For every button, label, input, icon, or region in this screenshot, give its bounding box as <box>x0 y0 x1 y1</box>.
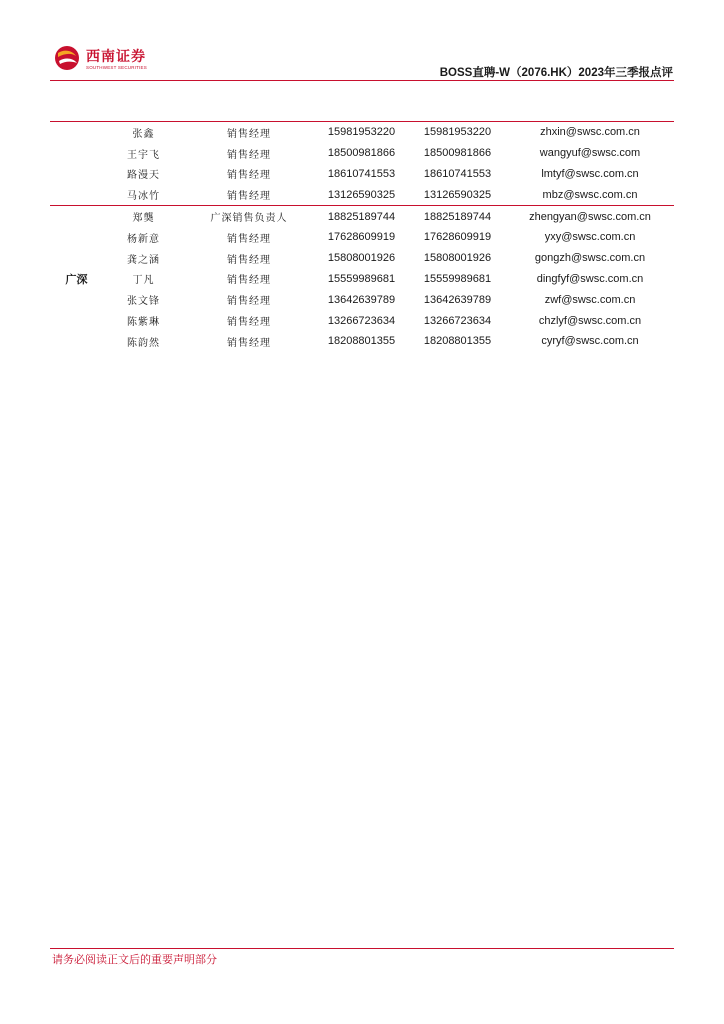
contact-mobile: 17628609919 <box>423 231 492 244</box>
contact-phone: 15808001926 <box>327 252 396 265</box>
contact-title: 销售经理 <box>227 317 271 329</box>
contact-mobile: 18825189744 <box>409 206 506 227</box>
contact-email[interactable]: zhengyan@swsc.com.cn <box>506 206 674 227</box>
contact-title: 销售经理 <box>227 233 271 245</box>
contact-phone: 15559989681 <box>327 272 396 285</box>
contact-email[interactable]: gongzh@swsc.com.cn <box>534 252 646 265</box>
table-row <box>50 289 674 310</box>
contact-mobile: 18208801355 <box>423 335 492 348</box>
table-row <box>50 331 674 352</box>
contact-title: 销售经理 <box>227 296 271 308</box>
contact-name: 马冰竹 <box>127 191 160 203</box>
contact-email[interactable]: lmtyf@swsc.com.cn <box>541 167 639 180</box>
contact-name: 杨新意 <box>127 233 160 245</box>
contact-mobile: 18610741553 <box>423 167 492 180</box>
contact-phone: 17628609919 <box>327 231 396 244</box>
contact-phone: 18610741553 <box>327 167 396 180</box>
contact-mobile: 15559989681 <box>423 272 492 285</box>
company-logo <box>54 44 154 76</box>
table-row <box>50 184 674 205</box>
contact-title: 销售经理 <box>227 337 271 349</box>
contact-name: 张文锋 <box>127 296 160 308</box>
logo-chinese-name: 西南证券 <box>86 49 146 65</box>
contact-phone: 13642639789 <box>327 293 396 306</box>
logo-emblem-icon <box>54 44 82 72</box>
contact-email[interactable]: zhxin@swsc.com.cn <box>506 122 674 143</box>
table-row <box>50 164 674 185</box>
table-row <box>50 122 674 143</box>
footer-divider <box>50 948 674 949</box>
contact-email[interactable]: cyryf@swsc.com.cn <box>541 335 639 348</box>
contact-email[interactable]: chzlyf@swsc.com.cn <box>538 314 642 327</box>
header-divider <box>50 80 674 81</box>
contact-title: 销售经理 <box>227 275 271 287</box>
table-row <box>50 206 674 227</box>
contact-mobile: 15981953220 <box>409 122 506 143</box>
contact-name: 路漫天 <box>127 170 160 182</box>
contact-title: 销售经理 <box>227 170 271 182</box>
table-row <box>50 143 674 164</box>
contact-phone: 18500981866 <box>327 147 396 160</box>
contact-title: 销售经理 <box>184 122 314 143</box>
contact-mobile: 13642639789 <box>423 293 492 306</box>
logo-english-name: SOUTHWEST SECURITIES <box>86 65 147 70</box>
contact-name: 张鑫 <box>103 122 184 143</box>
contact-title: 销售经理 <box>227 149 271 161</box>
contact-name: 郑龑 <box>103 206 184 227</box>
contact-title: 广深销售负责人 <box>184 206 314 227</box>
contact-email[interactable]: zwf@swsc.com.cn <box>544 293 636 306</box>
contact-email[interactable]: dingfyf@swsc.com.cn <box>536 272 644 285</box>
table-row <box>50 269 674 290</box>
contact-phone: 18825189744 <box>314 206 409 227</box>
contact-title: 销售经理 <box>227 254 271 266</box>
contact-mobile: 13266723634 <box>423 314 492 327</box>
contact-name: 王宇飞 <box>127 149 160 161</box>
table-row <box>50 310 674 331</box>
region-cell <box>50 122 103 206</box>
contact-title: 销售经理 <box>227 191 271 203</box>
report-title: BOSS直聘-W（2076.HK）2023年三季报点评 <box>439 67 673 79</box>
contact-phone: 18208801355 <box>327 335 396 348</box>
contact-email[interactable]: yxy@swsc.com.cn <box>544 231 636 244</box>
contact-name: 陈紫琳 <box>127 317 160 329</box>
contact-mobile: 18500981866 <box>423 147 492 160</box>
sales-contact-table <box>50 121 674 352</box>
contact-name: 陈韵然 <box>127 337 160 349</box>
contact-name: 龚之涵 <box>127 254 160 266</box>
contact-phone: 15981953220 <box>314 122 409 143</box>
region-label-guangshen: 广深 <box>50 206 103 352</box>
contact-email[interactable]: wangyuf@swsc.com <box>539 147 641 160</box>
contact-phone: 13126590325 <box>327 188 396 201</box>
contact-mobile: 15808001926 <box>423 252 492 265</box>
disclaimer-note: 请务必阅读正文后的重要声明部分 <box>52 953 217 966</box>
contact-name: 丁凡 <box>132 275 155 287</box>
table-row <box>50 248 674 269</box>
contact-mobile: 13126590325 <box>423 188 492 201</box>
page-header <box>0 0 724 84</box>
contact-phone: 13266723634 <box>327 314 396 327</box>
contact-email[interactable]: mbz@swsc.com.cn <box>542 188 638 201</box>
table-row <box>50 227 674 248</box>
